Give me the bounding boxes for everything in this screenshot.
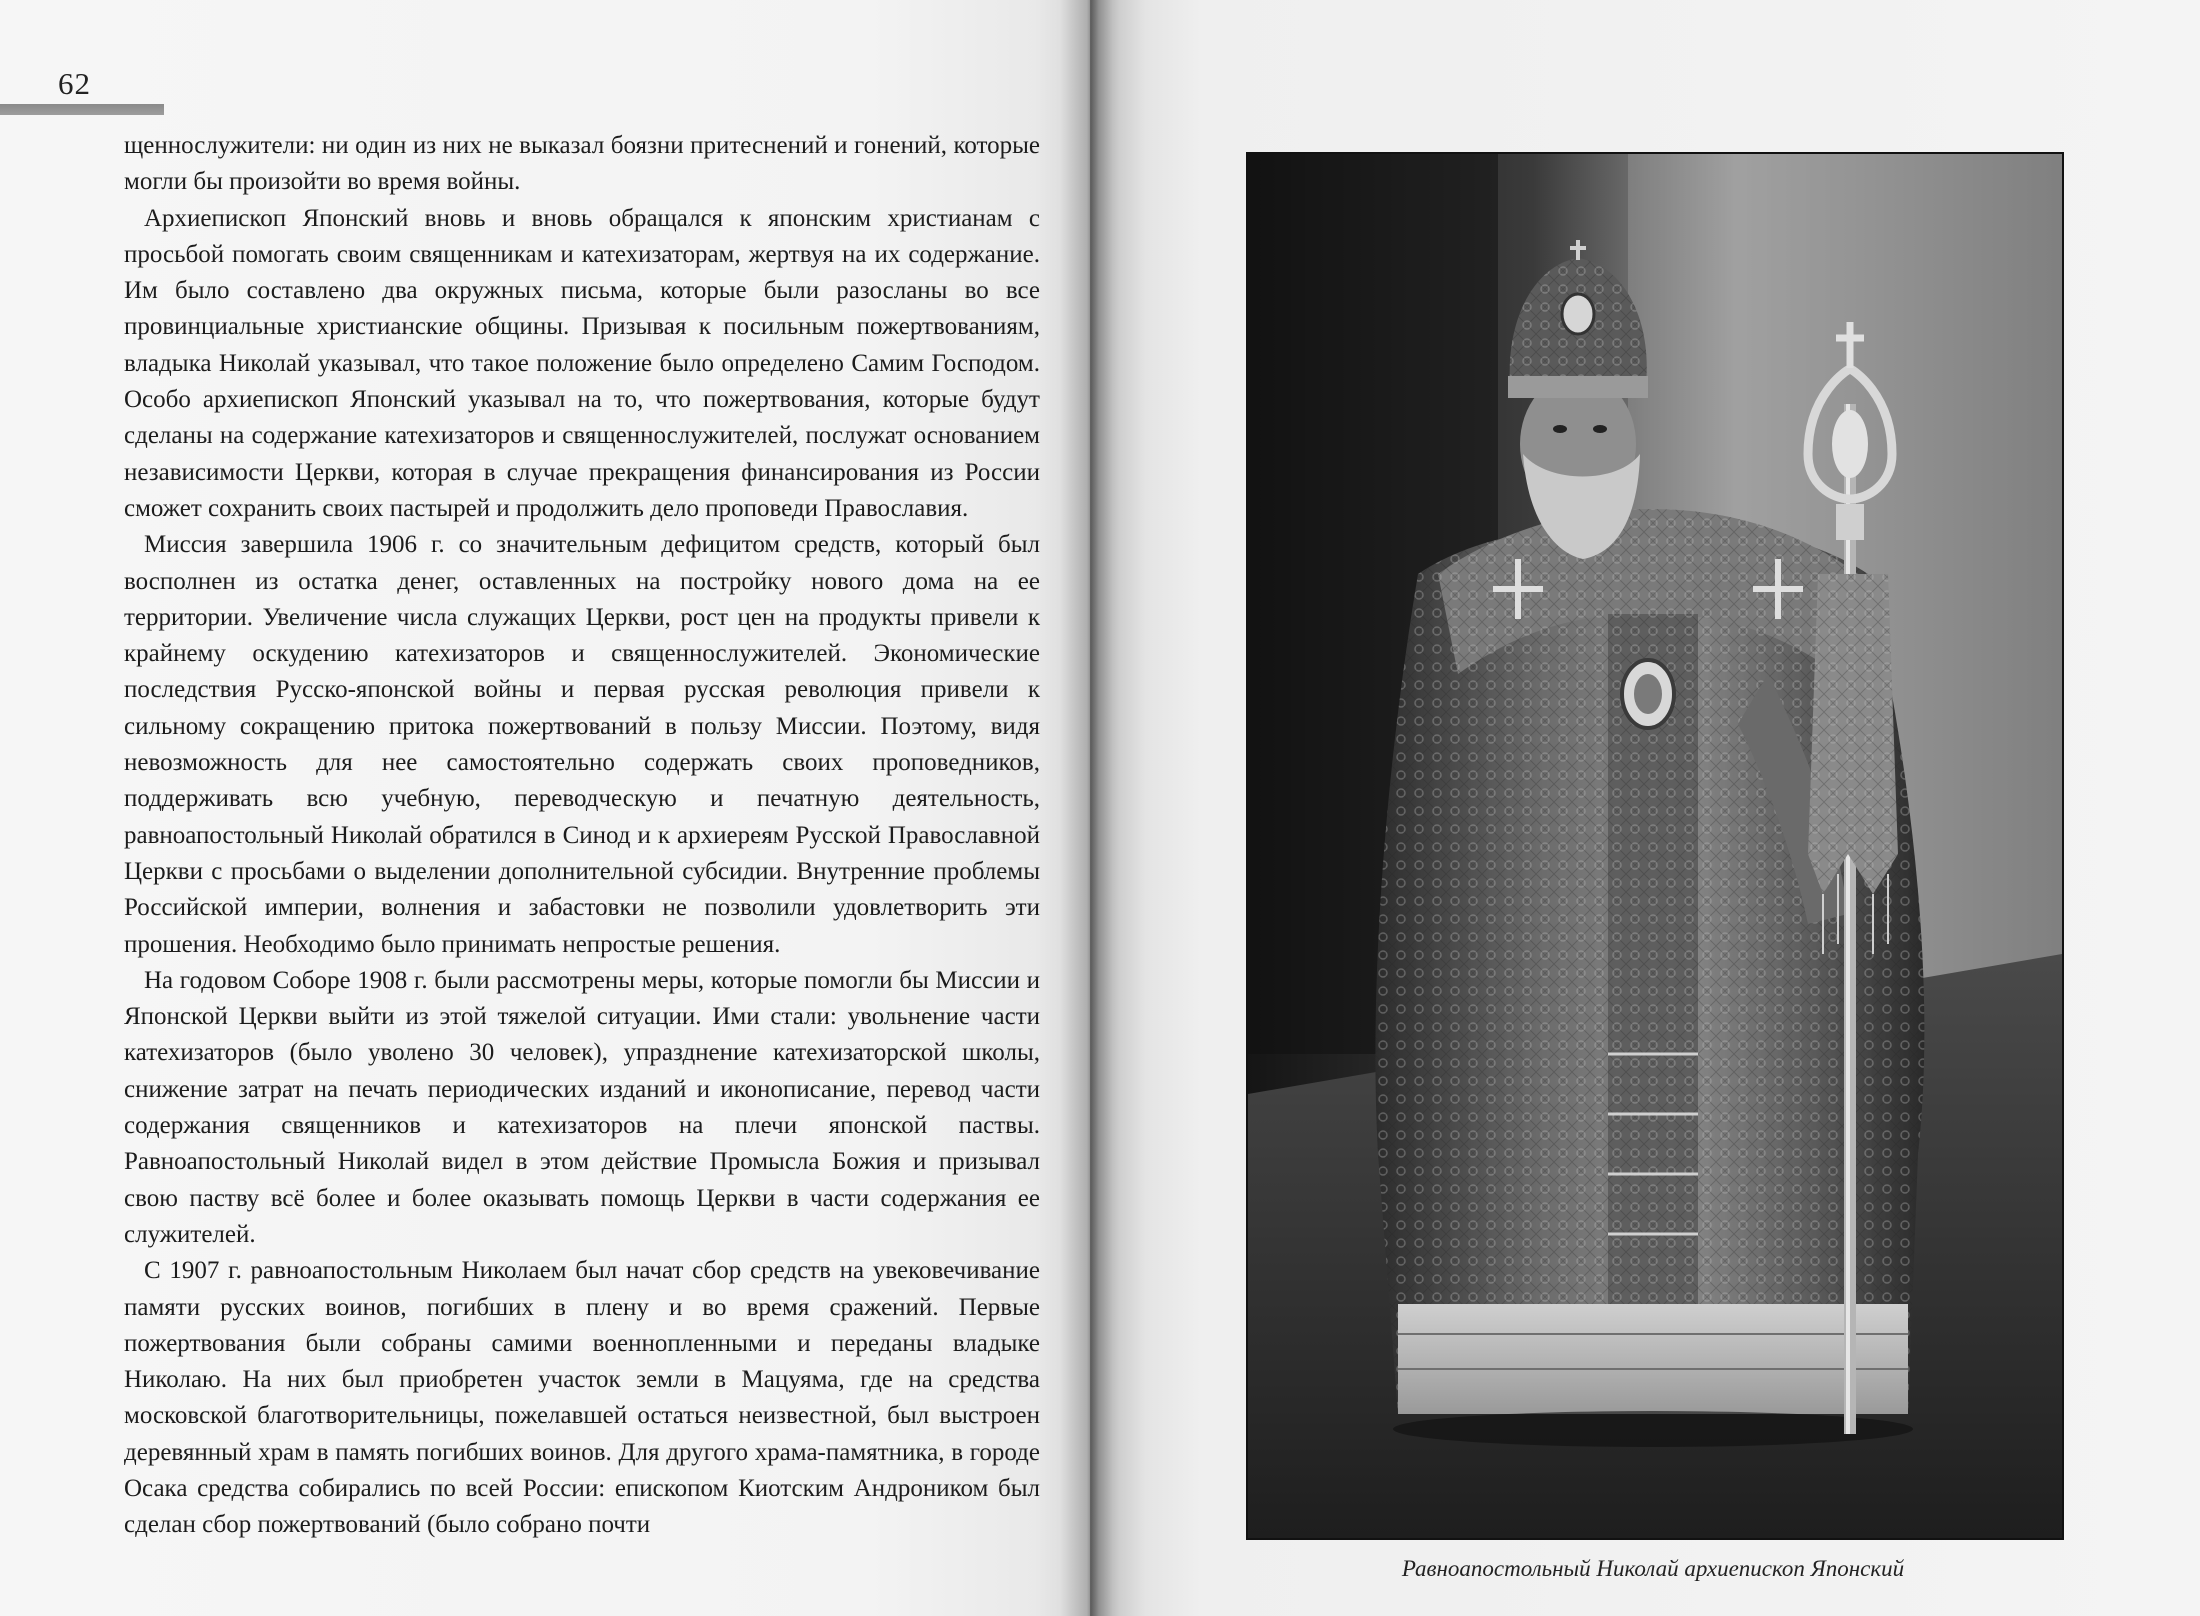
book-gutter: [1060, 0, 1120, 1616]
page-number: 62: [58, 66, 91, 101]
bishop-portrait-illustration: [1248, 154, 2062, 1538]
portrait-photo: [1246, 152, 2064, 1540]
body-text: [124, 128, 1040, 1544]
paragraph-2: Архиепископ Японский вновь и вновь обращался к японским христианам с просьбой помогать своим священникам и катехизаторам, жертвуя на их содержание. Им было составлено два окружных письма, которые были разосланы во все провинциальные христианские общины. Призывая к посильным пожертвованиям, владыка Николай указывал, что такое положение было определено Самим Господом. Особо архиепископ Японский указывал на то, что пожертвования, которые будут сделаны на содержание катехизаторов и священнослужителей, послужат основанием независимости Церкви, которая в случае прекращения финансирования из России сможет сохранить своих пастырей и продолжить дело проповеди Православия.: [124, 204, 1040, 522]
paragraph-5: С 1907 г. равноапостольным Николаем был начат сбор средств на увековечивание памяти русских воинов, погибших в плену и во время сражений. Первые пожертвования были собраны самими военнопленными и переданы владыке Николаю. На них был приобретен участок земли в Мацуяма, где на средства московской благотворительницы, пожелавшей остаться неизвестной, был выстроен деревянный храм в память погибших воинов. Для другого храма-памятника, в городе Осака средства собирались по всей России: епископом Киотским Андроником был сделан сбор пожертвований (было собрано почти: [124, 1257, 1040, 1539]
photo-caption: Равноапостольный Николай архиепископ Японский: [1401, 1556, 1905, 1581]
paragraph-3: Миссия завершила 1906 г. со значительным дефицитом средств, который был восполнен из остатка денег, оставленных на постройку нового дома на ее территории. Увеличение числа служащих Церкви, рост цен на продукты привели к крайнему оскудению катехизаторов и священнослужителей. Экономические последствия Русско-японской войны и первая русская революция привели к сильному сокращению притока пожертвований в пользу Миссии. Поэтому, видя невозможность для нее самостоятельно содержать своих проповедников, поддерживать всю учебную, переводческую и печатную деятельность, равноапостольный Николай обратился в Синод и к архиереям Русской Православной Церкви с просьбами о выделении дополнительной субсидии. Внутренние проблемы Российской империи, волнения и забастовки не позволили удовлетворить эти прошения. Необходимо было принимать непростые решения.: [124, 531, 1040, 958]
paragraph-4: На годовом Соборе 1908 г. были рассмотрены меры, которые помогли бы Миссии и Японской Церкви выйти из этой тяжелой ситуации. Ими стали: увольнение части катехизаторов (было уволено 30 человек), упразднение катехизаторской школы, снижение затрат на печать периодических изданий и иконописание, перевод части содержания священников и катехизаторов на плечи японской паствы. Равноапостольный Николай видел в этом действие Промысла Божия и призывал свою паству всё более и более оказывать помощь Церкви в части содержания ее служителей.: [124, 966, 1040, 1248]
header-rule: [0, 104, 164, 115]
paragraph-1: щеннослужители: ни один из них не выказал боязни притеснений и гонений, которые могли бы произойти во время войны.: [124, 132, 1040, 196]
